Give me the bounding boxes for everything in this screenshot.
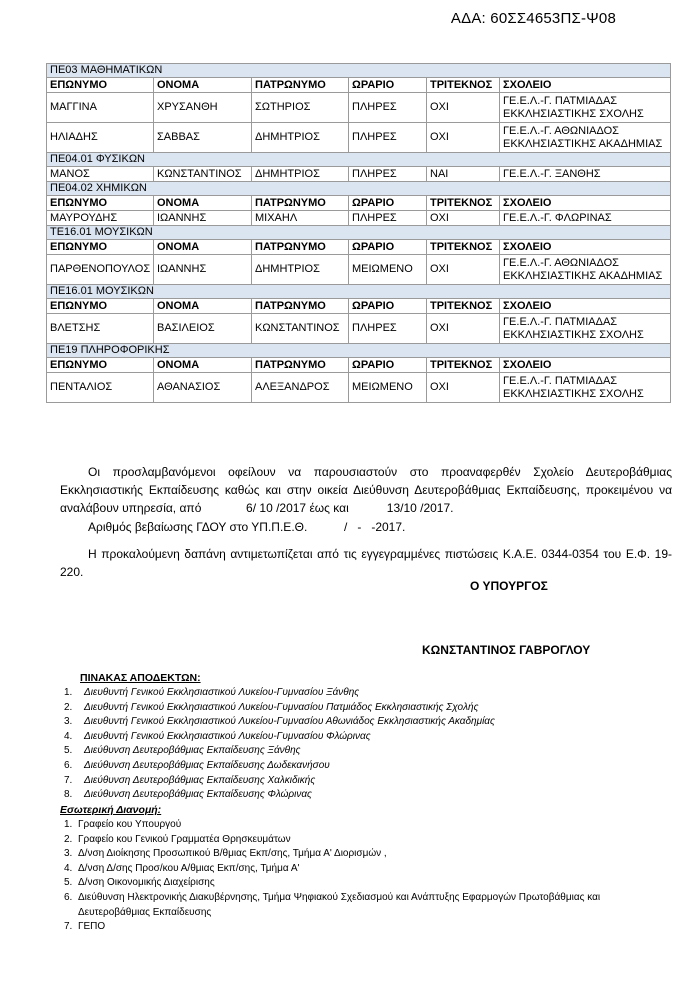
specialty-row: [47, 153, 671, 167]
table-cell: ΒΑΣΙΛΕΙΟΣ: [154, 314, 252, 344]
table-cell: ΑΛΕΞΑΝΔΡΟΣ: [252, 373, 349, 403]
table-cell: ΓΕ.Ε.Λ.-Γ. ΠΑΤΜΙΑΔΑΣ ΕΚΚΛΗΣΙΑΣΤΙΚΗΣ ΣΧΟΛΗΣ: [500, 93, 671, 123]
column-header: ΩΡΑΡΙΟ: [349, 240, 427, 255]
table-cell: ΟΧΙ: [427, 93, 500, 123]
column-header: ΠΑΤΡΩΝΥΜΟ: [252, 240, 349, 255]
table-cell: ΝΑΙ: [427, 167, 500, 182]
table-row: [47, 255, 671, 285]
list-item-text: Διεύθυνση Δευτεροβάθμιας Εκπαίδευσης Δωδεκανήσου: [84, 759, 330, 771]
table-cell: ΠΛΗΡΕΣ: [349, 211, 427, 226]
column-header: ΠΑΤΡΩΝΥΜΟ: [252, 196, 349, 211]
table-cell: ΔΗΜΗΤΡΙΟΣ: [252, 167, 349, 182]
table-cell: ΜΑΥΡΟΥΔΗΣ: [47, 211, 154, 226]
column-header: ΕΠΩΝΥΜΟ: [47, 78, 154, 93]
table-cell: ΚΩΝΣΤΑΝΤΙΝΟΣ: [252, 314, 349, 344]
list-item-text: Διευθυντή Γενικού Εκκλησιαστικού Λυκείου-Γυμνασίου Ξάνθης: [84, 687, 360, 698]
list-item-text: Γραφείο κου Γενικού Γραμματέα Θρησκευμάτων: [78, 833, 291, 845]
table-row: [47, 167, 671, 182]
column-header: ΣΧΟΛΕΙΟ: [500, 358, 671, 373]
list-item: 5. Διεύθυνση Δευτεροβάθμιας Εκπαίδευσης Ξάνθης: [64, 744, 495, 759]
column-header: ΣΧΟΛΕΙΟ: [500, 240, 671, 255]
column-header: ΕΠΩΝΥΜΟ: [47, 240, 154, 255]
table-cell: ΔΗΜΗΤΡΙΟΣ: [252, 123, 349, 153]
column-header: ΣΧΟΛΕΙΟ: [500, 78, 671, 93]
minister-name: ΚΩΝΣΤΑΝΤΙΝΟΣ ΓΑΒΡΟΓΛΟΥ: [422, 643, 591, 657]
table-cell: ΙΩΑΝΝΗΣ: [154, 255, 252, 285]
paragraph-presentation: [60, 463, 672, 517]
list-item-text: Δ/νση Διοίκησης Προσωπικού Β/θμιας Εκπ/σης, Τμήμα Α' Διορισμών ,: [78, 848, 387, 860]
table-cell: ΣΩΤΗΡΙΟΣ: [252, 93, 349, 123]
column-header: ΕΠΩΝΥΜΟ: [47, 196, 154, 211]
list-item: 4. Δ/νση Δ/σης Προσ/κου Α/θμιας Εκπ/σης, Τμήμα Α': [64, 862, 664, 877]
date-from: 6/ 10 /2017: [246, 501, 307, 515]
ada-code: ΑΔΑ: 60ΣΣ4653ΠΣ-Ψ08: [450, 10, 616, 27]
table-cell: ΜΕΙΩΜΕΝΟ: [349, 255, 427, 285]
table-row: [47, 123, 671, 153]
list-item-text: Γραφείο κου Υπουργού: [78, 819, 182, 830]
table-cell: ΚΩΝΣΤΑΝΤΙΝΟΣ: [154, 167, 252, 182]
column-header: ΟΝΟΜΑ: [154, 78, 252, 93]
table-cell: ΟΧΙ: [427, 255, 500, 285]
list-item-text: Διευθυντή Γενικού Εκκλησιαστικού Λυκείου-Γυμνασίου Αθωνιάδος Εκκλησιαστικής Ακαδημίας: [84, 716, 495, 728]
date-between: έως και: [309, 501, 349, 515]
table-cell: ΟΧΙ: [427, 314, 500, 344]
column-header-row: [47, 78, 671, 93]
list-item: 7. ΓΕΠΟ: [64, 920, 664, 935]
specialty-title: ΠΕ03 ΜΑΘΗΜΑΤΙΚΩΝ: [47, 64, 671, 78]
table-cell: ΗΛΙΑΔΗΣ: [47, 123, 154, 153]
table-cell: ΠΛΗΡΕΣ: [349, 314, 427, 344]
table-cell: ΑΘΑΝΑΣΙΟΣ: [154, 373, 252, 403]
table-cell: ΠΛΗΡΕΣ: [349, 167, 427, 182]
list-item-text: Διεύθυνση Ηλεκτρονικής Διακυβέρνησης, Τμήμα Ψηφιακού Σχεδιασμού και Ανάπτυξης Εφαρμογών Πρωτοβάθμιας και Δευτεροβάθμιας Εκπαίδευσης: [78, 891, 601, 918]
column-header: ΟΝΟΜΑ: [154, 358, 252, 373]
column-header: ΣΧΟΛΕΙΟ: [500, 299, 671, 314]
date-to: 13/10 /2017.: [386, 501, 454, 515]
list-item: 8. Διεύθυνση Δευτεροβάθμιας Εκπαίδευσης Φλώρινας: [64, 788, 495, 803]
list-item-text: Διεύθυνση Δευτεροβάθμιας Εκπαίδευσης Χαλκιδικής: [84, 774, 316, 786]
table-cell: ΒΛΕΤΣΗΣ: [47, 314, 154, 344]
specialty-row: [47, 182, 671, 196]
list-item: 7. Διεύθυνση Δευτεροβάθμιας Εκπαίδευσης Χαλκιδικής: [64, 774, 495, 789]
table-cell: ΓΕ.Ε.Λ.-Γ. ΠΑΤΜΙΑΔΑΣ ΕΚΚΛΗΣΙΑΣΤΙΚΗΣ ΣΧΟΛΗΣ: [500, 314, 671, 344]
recipients-list: [64, 686, 495, 803]
specialty-title: ΠΕ04.01 ΦΥΣΙΚΩΝ: [47, 153, 671, 167]
table-cell: ΣΑΒΒΑΣ: [154, 123, 252, 153]
table-row: [47, 373, 671, 403]
column-header: ΤΡΙΤΕΚΝΟΣ: [427, 299, 500, 314]
internal-distribution-title: Εσωτερική Διανομή:: [60, 804, 162, 816]
column-header: ΩΡΑΡΙΟ: [349, 299, 427, 314]
table-cell: ΙΩΑΝΝΗΣ: [154, 211, 252, 226]
specialty-row: [47, 226, 671, 240]
staff-table: [46, 63, 671, 403]
column-header: ΩΡΑΡΙΟ: [349, 358, 427, 373]
list-item: 6. Διεύθυνση Ηλεκτρονικής Διακυβέρνησης, Τμήμα Ψηφιακού Σχεδιασμού και Ανάπτυξης Εφαρμογών Πρωτοβάθμιας και Δευτεροβάθμιας Εκπαίδευσης: [64, 891, 664, 920]
specialty-title: ΠΕ04.02 ΧΗΜΙΚΩΝ: [47, 182, 671, 196]
column-header: ΟΝΟΜΑ: [154, 299, 252, 314]
specialty-row: [47, 64, 671, 78]
internal-distribution-list: [64, 818, 664, 935]
paragraph-certificate: Αριθμός βεβαίωσης ΓΔΟΥ στο ΥΠ.Π.Ε.Θ. / - -2017.: [88, 520, 406, 534]
column-header: ΩΡΑΡΙΟ: [349, 196, 427, 211]
list-item: 1. Διευθυντή Γενικού Εκκλησιαστικού Λυκείου-Γυμνασίου Ξάνθης: [64, 686, 495, 701]
column-header: ΤΡΙΤΕΚΝΟΣ: [427, 196, 500, 211]
table-cell: ΓΕ.Ε.Λ.-Γ. ΑΘΩΝΙΑΔΟΣ ΕΚΚΛΗΣΙΑΣΤΙΚΗΣ ΑΚΑΔΗΜΙΑΣ: [500, 123, 671, 153]
list-item: 1. Γραφείο κου Υπουργού: [64, 818, 664, 833]
minister-title: Ο ΥΠΟΥΡΓΟΣ: [470, 579, 548, 593]
column-header: ΤΡΙΤΕΚΝΟΣ: [427, 78, 500, 93]
specialty-title: ΠΕ19 ΠΛΗΡΟΦΟΡΙΚΗΣ: [47, 344, 671, 358]
column-header-row: [47, 196, 671, 211]
specialty-title: ΠΕ16.01 ΜΟΥΣΙΚΩΝ: [47, 285, 671, 299]
table-cell: ΟΧΙ: [427, 123, 500, 153]
table-cell: ΟΧΙ: [427, 211, 500, 226]
specialty-row: [47, 344, 671, 358]
table-cell: ΜΙΧΑΗΛ: [252, 211, 349, 226]
table-cell: ΓΕ.Ε.Λ.-Γ. ΠΑΤΜΙΑΔΑΣ ΕΚΚΛΗΣΙΑΣΤΙΚΗΣ ΣΧΟΛΗΣ: [500, 373, 671, 403]
specialty-title: ΤΕ16.01 ΜΟΥΣΙΚΩΝ: [47, 226, 671, 240]
list-item-text: ΓΕΠΟ: [78, 921, 106, 933]
column-header: ΤΡΙΤΕΚΝΟΣ: [427, 240, 500, 255]
paragraph-expense: Η προκαλούμενη δαπάνη αντιμετωπίζεται από τις εγγεγραμμένες πιστώσεις Κ.Α.Ε. 0344-0354 του Ε.Φ. 19-220.: [60, 547, 672, 579]
list-item-text: Διευθυντή Γενικού Εκκλησιαστικού Λυκείου-Γυμνασίου Πατμιάδος Εκκλησιαστικής Σχολής: [84, 701, 479, 713]
column-header: ΩΡΑΡΙΟ: [349, 78, 427, 93]
recipients-title: ΠΙΝΑΚΑΣ ΑΠΟΔΕΚΤΩΝ:: [80, 672, 201, 684]
table-cell: ΠΛΗΡΕΣ: [349, 123, 427, 153]
column-header: ΠΑΤΡΩΝΥΜΟ: [252, 358, 349, 373]
column-header-row: [47, 358, 671, 373]
list-item: 3. Δ/νση Διοίκησης Προσωπικού Β/θμιας Εκπ/σης, Τμήμα Α' Διορισμών ,: [64, 847, 664, 862]
table-cell: ΟΧΙ: [427, 373, 500, 403]
list-item: 6. Διεύθυνση Δευτεροβάθμιας Εκπαίδευσης Δωδεκανήσου: [64, 759, 495, 774]
table-row: [47, 314, 671, 344]
column-header: ΤΡΙΤΕΚΝΟΣ: [427, 358, 500, 373]
specialty-row: [47, 285, 671, 299]
column-header: ΠΑΤΡΩΝΥΜΟ: [252, 78, 349, 93]
list-item-text: Δ/νση Δ/σης Προσ/κου Α/θμιας Εκπ/σης, Τμήμα Α': [78, 862, 300, 874]
table-cell: ΜΑΝΟΣ: [47, 167, 154, 182]
column-header: ΠΑΤΡΩΝΥΜΟ: [252, 299, 349, 314]
column-header: ΕΠΩΝΥΜΟ: [47, 299, 154, 314]
column-header: ΕΠΩΝΥΜΟ: [47, 358, 154, 373]
table-cell: ΠΛΗΡΕΣ: [349, 93, 427, 123]
table-cell: ΜΑΓΓΙΝΑ: [47, 93, 154, 123]
list-item: 5. Δ/νση Οικονομικής Διαχείρισης: [64, 876, 664, 891]
table-cell: ΓΕ.Ε.Λ.-Γ. ΑΘΩΝΙΑΔΟΣ ΕΚΚΛΗΣΙΑΣΤΙΚΗΣ ΑΚΑΔΗΜΙΑΣ: [500, 255, 671, 285]
column-header: ΟΝΟΜΑ: [154, 240, 252, 255]
table-cell: ΠΑΡΘΕΝΟΠΟΥΛΟΣ: [47, 255, 154, 285]
table-cell: ΜΕΙΩΜΕΝΟ: [349, 373, 427, 403]
paragraph-presentation-text: Οι προσλαμβανόμενοι οφείλουν να παρουσιαστούν στο προαναφερθέν Σχολείο Δευτεροβάθμιας Εκκλησιαστικής Εκπαίδευσης καθώς και στην οικεία Διεύθυνση Δευτεροβάθμιας Εκπαίδευσης, προκειμένου να αναλάβουν υπηρεσία, από: [60, 465, 672, 515]
table-cell: ΓΕ.Ε.Λ.-Γ. ΞΑΝΘΗΣ: [500, 167, 671, 182]
list-item: 4. Διευθυντή Γενικού Εκκλησιαστικού Λυκείου-Γυμνασίου Φλώρινας: [64, 730, 495, 745]
list-item-text: Διεύθυνση Δευτεροβάθμιας Εκπαίδευσης Ξάνθης: [84, 745, 301, 757]
table-cell: ΔΗΜΗΤΡΙΟΣ: [252, 255, 349, 285]
list-item: 2. Διευθυντή Γενικού Εκκλησιαστικού Λυκείου-Γυμνασίου Πατμιάδος Εκκλησιαστικής Σχολής: [64, 701, 495, 716]
list-item: 2. Γραφείο κου Γενικού Γραμματέα Θρησκευμάτων: [64, 833, 664, 848]
table-cell: ΓΕ.Ε.Λ.-Γ. ΦΛΩΡΙΝΑΣ: [500, 211, 671, 226]
table-cell: ΧΡΥΣΑΝΘΗ: [154, 93, 252, 123]
table-row: [47, 93, 671, 123]
list-item-text: Δ/νση Οικονομικής Διαχείρισης: [78, 877, 215, 889]
list-item-text: Διεύθυνση Δευτεροβάθμιας Εκπαίδευσης Φλώρινας: [84, 789, 312, 801]
table-row: [47, 211, 671, 226]
column-header-row: [47, 299, 671, 314]
table-cell: ΠΕΝΤΑΛΙΟΣ: [47, 373, 154, 403]
column-header: ΟΝΟΜΑ: [154, 196, 252, 211]
column-header: ΣΧΟΛΕΙΟ: [500, 196, 671, 211]
list-item-text: Διευθυντή Γενικού Εκκλησιαστικού Λυκείου-Γυμνασίου Φλώρινας: [84, 730, 371, 742]
list-item: 3. Διευθυντή Γενικού Εκκλησιαστικού Λυκείου-Γυμνασίου Αθωνιάδος Εκκλησιαστικής Ακαδημίας: [64, 715, 495, 730]
column-header-row: [47, 240, 671, 255]
